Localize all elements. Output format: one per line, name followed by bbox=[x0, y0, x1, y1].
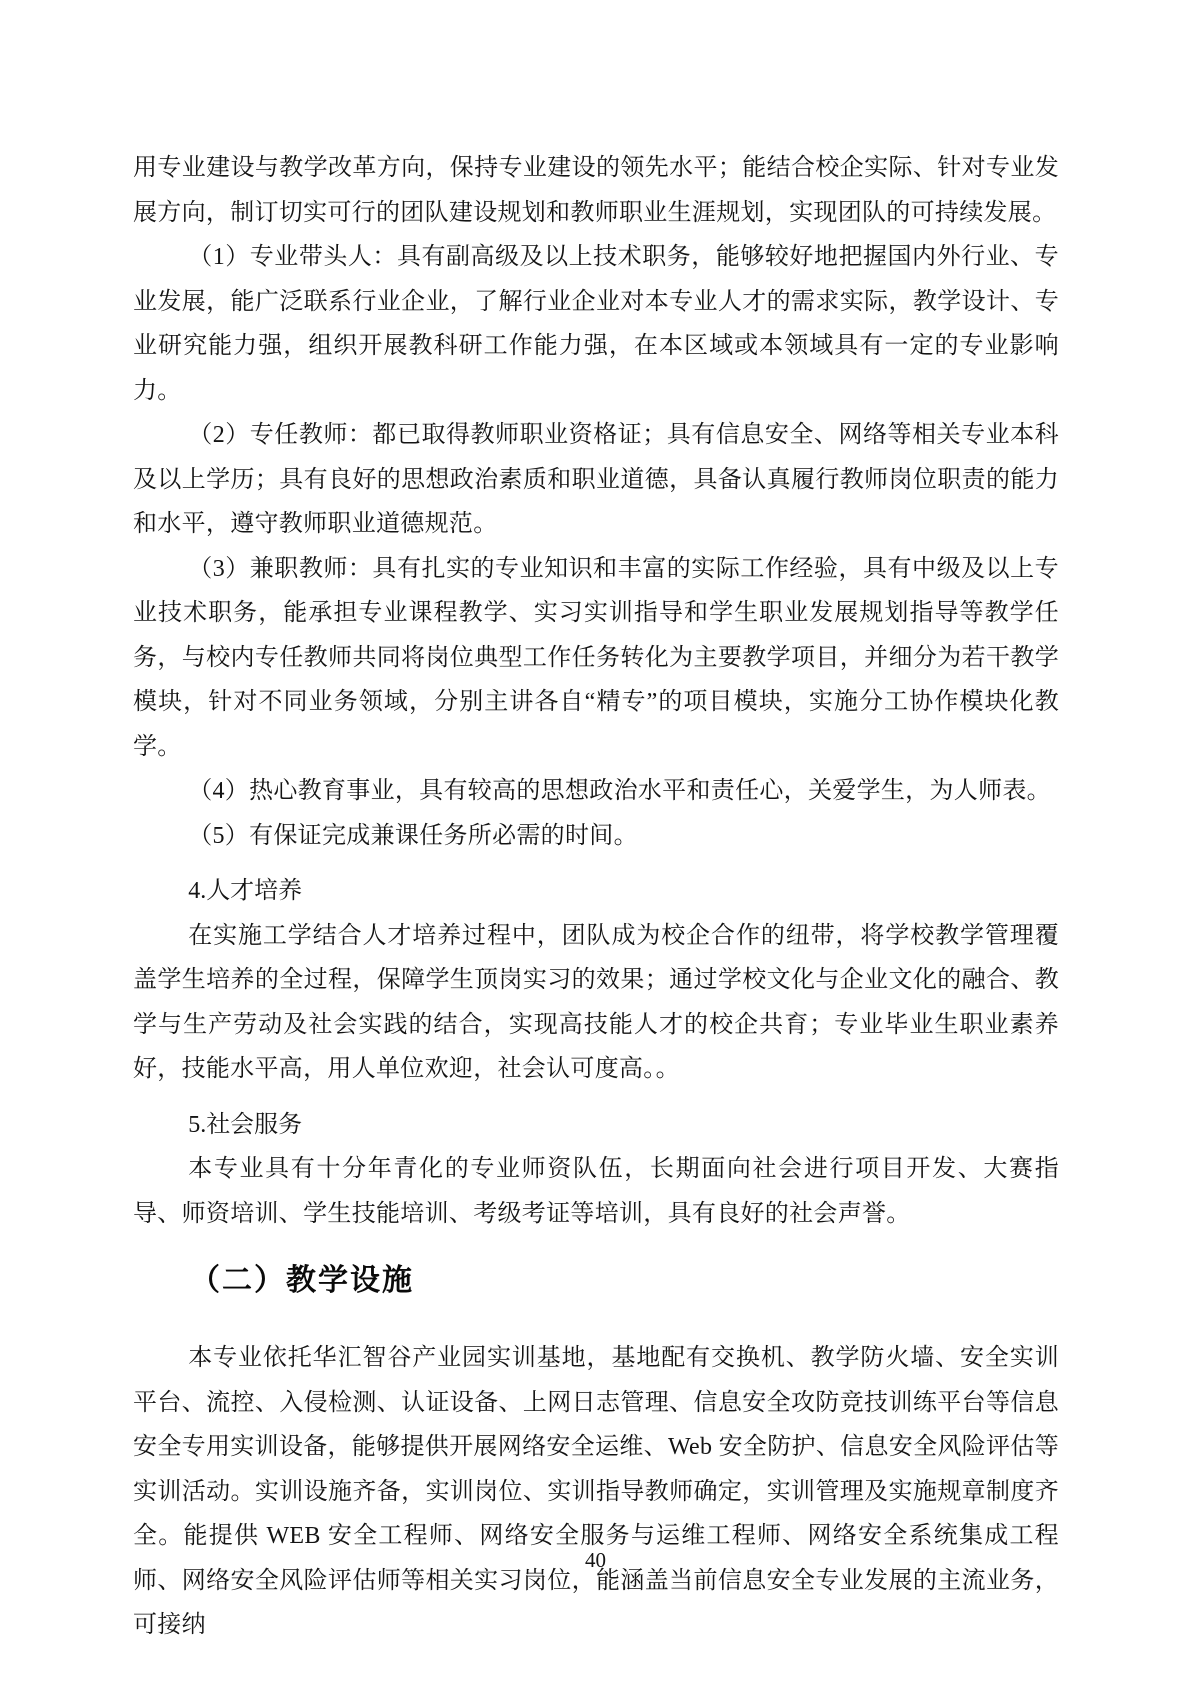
subsection-heading-talent-cultivation: 4.人才培养 bbox=[188, 878, 303, 904]
document-body bbox=[133, 146, 1059, 1648]
paragraph-talent-cultivation: 在实施工学结合人才培养过程中，团队成为校企合作的纽带，将学校教学管理覆盖学生培养的全过程，保障学生顶岗实习的效果；通过学校文化与企业文化的融合、教学与生产劳动及社会实践的结合，实现高技能人才的校企共育；专业毕业生职业素养好，技能水平高，用人单位欢迎，社会认可度高。。 bbox=[133, 922, 1059, 1082]
list-item-2-fulltime-teachers: （2）专任教师：都已取得教师职业资格证；具有信息安全、网络等相关专业本科及以上学历；具有良好的思想政治素质和职业道德，具备认真履行教师岗位职责的能力和水平，遵守教师职业道德规范。 bbox=[133, 422, 1059, 537]
section-heading-teaching-facilities: （二）教学设施 bbox=[190, 1264, 414, 1297]
page-number: 40 bbox=[585, 1548, 606, 1572]
paragraph-teaching-facilities: 本专业依托华汇智谷产业园实训基地，基地配有交换机、教学防火墙、安全实训平台、流控、入侵检测、认证设备、上网日志管理、信息安全攻防竞技训练平台等信息安全专用实训设备，能够提供开展网络安全运维、Web 安全防护、信息安全风险评估等实训活动。实训设施齐备，实训岗位、实训指导教师确定，实训管理及实施规章制度齐全。能提供 WEB 安全工程师、网络安全服务与运维工程师、网络安全系统集成工程师、网络安全风险评估师等相关实习岗位，能涵盖当前信息安全专业发展的主流业务，可接纳 bbox=[133, 1345, 1059, 1638]
list-item-1-professional-leader: （1）专业带头人：具有副高级及以上技术职务，能够较好地把握国内外行业、专业发展，能广泛联系行业企业，了解行业企业对本专业人才的需求实际，教学设计、专业研究能力强，组织开展教科研工作能力强，在本区域或本领域具有一定的专业影响力。 bbox=[133, 244, 1059, 404]
list-item-3-parttime-teachers: （3）兼职教师：具有扎实的专业知识和丰富的实际工作经验，具有中级及以上专业技术职务，能承担专业课程教学、实习实训指导和学生职业发展规划指导等教学任务，与校内专任教师共同将岗位典型工作任务转化为主要教学项目，并细分为若干教学模块，针对不同业务领域，分别主讲各自“精专”的项目模块，实施分工协作模块化教学。 bbox=[133, 555, 1059, 760]
paragraph-social-service: 本专业具有十分年青化的专业师资队伍，长期面向社会进行项目开发、大赛指导、师资培训、学生技能培训、考级考证等培训，具有良好的社会声誉。 bbox=[133, 1156, 1059, 1227]
paragraph-continuation: 用专业建设与教学改革方向，保持专业建设的领先水平；能结合校企实际、针对专业发展方向，制订切实可行的团队建设规划和教师职业生涯规划，实现团队的可持续发展。 bbox=[133, 155, 1059, 226]
list-item-4-devotion: （4）热心教育事业，具有较高的思想政治水平和责任心，关爱学生，为人师表。 bbox=[188, 778, 1051, 804]
list-item-5-time-guarantee: （5）有保证完成兼课任务所必需的时间。 bbox=[188, 822, 638, 849]
subsection-heading-social-service: 5.社会服务 bbox=[188, 1111, 303, 1138]
